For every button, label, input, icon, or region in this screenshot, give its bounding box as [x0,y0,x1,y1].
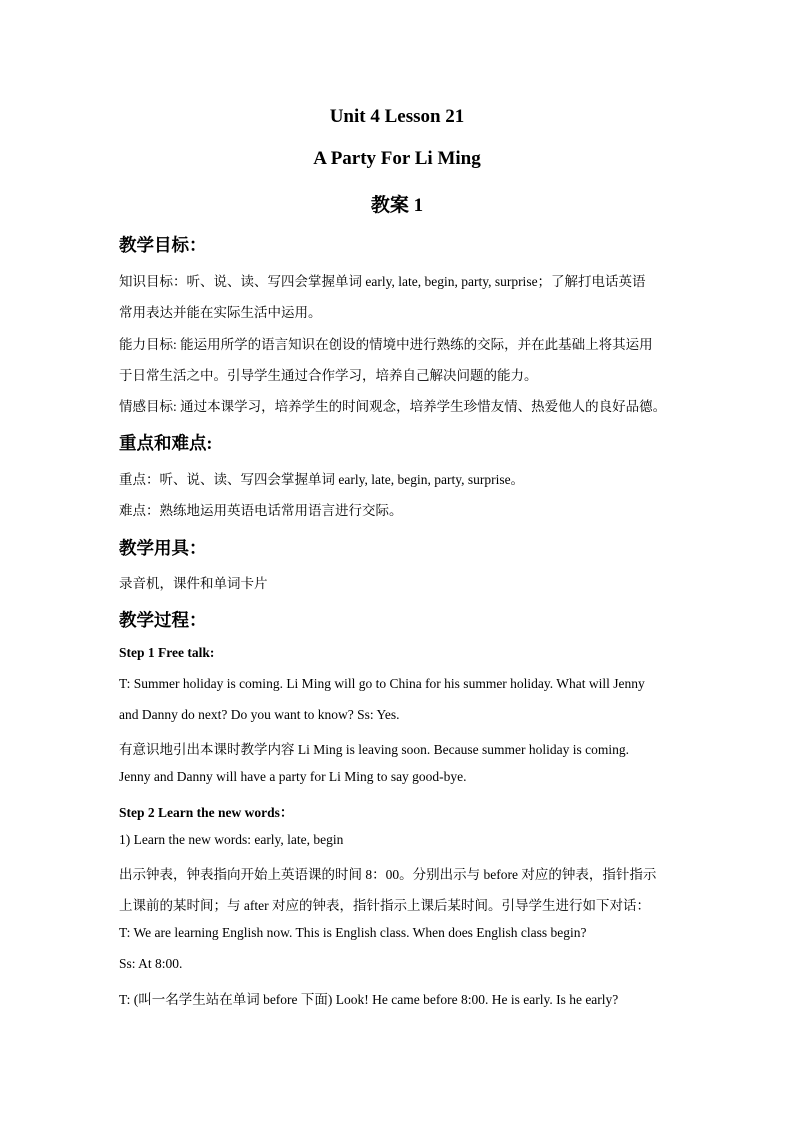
ability-objective-line-1: 能力目标: 能运用所学的语言知识在创设的情境中进行熟练的交际，并在此基础上将其运用 [119,337,653,352]
teaching-tools-heading: 教学用具： [119,538,207,558]
emotion-objective-line: 情感目标: 通过本课学习，培养学生的时间观念，培养学生珍惜友情、热爱他人的良好品德。 [119,399,667,414]
key-point-line: 重点：听、说、读、写四会掌握单词 early, late, begin, party, surprise。 [119,472,525,487]
step-1-line-2: and Danny do next? Do you want to know? Ss: Yes. [119,707,400,722]
teaching-tools-line: 录音机，课件和单词卡片 [119,576,268,591]
step-1-title: Step 1 Free talk: [119,645,215,660]
step-2-line-2: 出示钟表，钟表指向开始上英语课的时间 8：00。分别出示与 before 对应的钟表，指针指示 [119,867,657,882]
key-points-heading: 重点和难点: [119,433,213,453]
document-subtitle: A Party For Li Ming [313,148,481,169]
step-2-title: Step 2 Learn the new words： [119,805,294,820]
teaching-process-heading: 教学过程： [119,610,207,630]
document-title: Unit 4 Lesson 21 [329,106,465,127]
step-2-line-3: 上课前的某时间；与 after 对应的钟表，指针指示上课后某时间。引导学生进行如下对话： [119,898,650,913]
step-1-line-1: T: Summer holiday is coming. Li Ming will go to China for his summer holiday. What will Jenny [119,676,645,691]
step-2-line-1: 1) Learn the new words: early, late, begin [119,832,344,847]
lesson-plan-label: 教案 1 [370,195,424,216]
step-1-line-3: 有意识地引出本课时教学内容 Li Ming is leaving soon. Because summer holiday is coming. [119,742,629,757]
objectives-heading: 教学目标： [119,235,207,255]
step-1-line-4: Jenny and Danny will have a party for Li Ming to say good-bye. [119,769,467,784]
step-2-line-5: Ss: At 8:00. [119,956,183,971]
knowledge-objective-line-2: 常用表达并能在实际生活中运用。 [119,305,322,320]
knowledge-objective-line-1: 知识目标：听、说、读、写四会掌握单词 early, late, begin, party, surprise；了解打电话英语 [119,274,646,289]
step-2-line-4: T: We are learning English now. This is English class. When does English class begin? [119,925,587,940]
ability-objective-line-2: 于日常生活之中。引导学生通过合作学习，培养自己解决问题的能力。 [119,368,538,383]
difficult-point-line: 难点：熟练地运用英语电话常用语言进行交际。 [119,503,403,518]
step-2-line-6: T: (叫一名学生站在单词 before 下面) Look! He came before 8:00. He is early. Is he early? [119,992,619,1007]
